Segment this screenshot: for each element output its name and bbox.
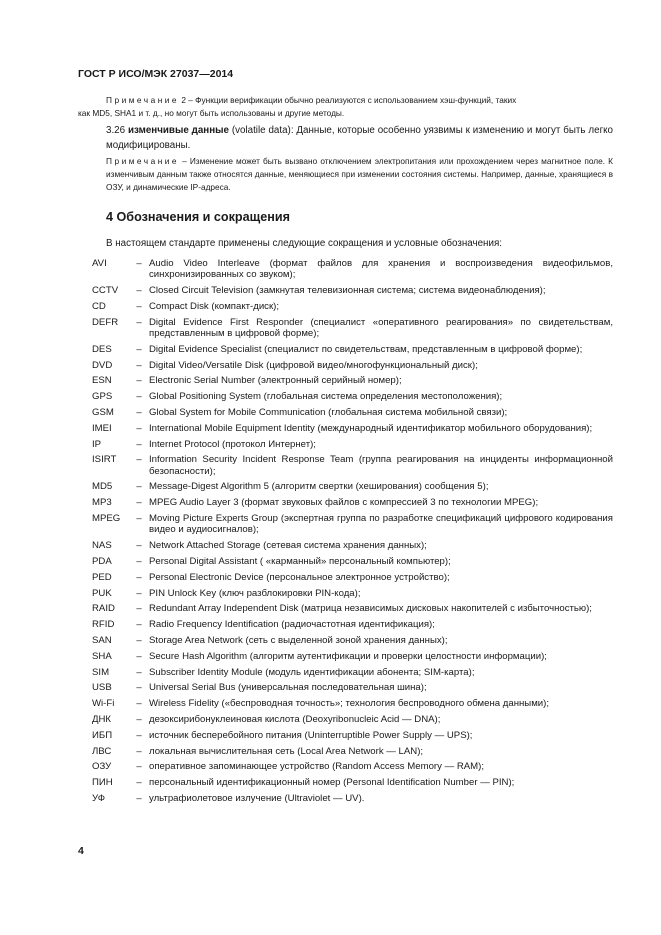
abbreviation-definition: Global System for Mobile Communication (глобальная система мобильной связи); <box>149 406 508 418</box>
abbreviation-row <box>92 572 613 583</box>
abbreviation-definition: Subscriber Identity Module (модуль идентификации абонента; SIM-карта); <box>149 666 475 678</box>
abbreviation-definition: дезоксирибонуклеиновая кислота (Deoxyribonucleic Acid — DNA); <box>149 713 441 725</box>
abbreviation-row <box>92 391 613 402</box>
abbreviation-definition: Digital Evidence Specialist (специалист по свидетельствам, представленным в цифровой форме); <box>149 343 583 355</box>
abbreviation-dash: – <box>136 745 142 757</box>
abbreviation-term: SIM <box>92 666 110 678</box>
note-text: 2 – Функции верификации обычно реализуются с использованием хэш-функций, таких <box>179 95 517 105</box>
abbreviation-dash: – <box>136 454 142 466</box>
abbreviation-term: AVI <box>92 258 107 269</box>
abbreviation-row <box>92 746 613 757</box>
abbreviation-definition: International Mobile Equipment Identity (международный идентификатор мобильного оборудования); <box>149 422 593 434</box>
abbreviation-term: УФ <box>92 792 106 804</box>
note-text-cont: как MD5, SHA1 и т. д., но могут быть использованы и другие методы. <box>78 108 345 118</box>
abbreviation-dash: – <box>136 555 142 567</box>
abbreviation-dash: – <box>136 603 142 615</box>
abbreviation-row <box>92 375 613 386</box>
abbreviation-definition: Audio Video Interleave (формат файлов для хранения и воспроизведения видеофильмов, синхронизированных со звуком); <box>149 258 613 281</box>
abbreviation-row <box>92 301 613 312</box>
abbreviation-row <box>92 481 613 492</box>
abbreviation-dash: – <box>136 634 142 646</box>
section-intro: В настоящем стандарте применены следующие сокращения и условные обозначения: <box>106 238 502 249</box>
abbreviation-row <box>92 619 613 630</box>
abbreviation-dash: – <box>136 285 142 297</box>
abbreviation-row <box>92 513 613 536</box>
abbreviation-row <box>92 714 613 725</box>
abbreviation-term: Wi-Fi <box>92 698 115 710</box>
abbreviation-dash: – <box>136 650 142 662</box>
note-label: Примечание <box>106 156 180 166</box>
abbreviation-row <box>92 497 613 508</box>
abbreviation-list <box>92 258 613 809</box>
abbreviation-dash: – <box>136 438 142 450</box>
abbreviation-term: ПИН <box>92 777 113 789</box>
abbreviation-dash: – <box>136 682 142 694</box>
abbreviation-definition: Wireless Fidelity («беспроводная точность»; технология беспроводного обмена данными); <box>149 698 550 710</box>
term-3-26 <box>78 124 613 153</box>
abbreviation-dash: – <box>136 258 142 269</box>
abbreviation-definition: локальная вычислительная сеть (Local Area Network — LAN); <box>149 745 424 757</box>
term-number: 3.26 <box>106 125 128 136</box>
abbreviation-row <box>92 540 613 551</box>
abbreviation-dash: – <box>136 406 142 418</box>
term-name: изменчивые данные <box>127 125 229 136</box>
abbreviation-definition: Network Attached Storage (сетевая система хранения данных); <box>149 540 427 552</box>
abbreviation-dash: – <box>136 698 142 710</box>
abbreviation-row <box>92 667 613 678</box>
abbreviation-row <box>92 423 613 434</box>
abbreviation-dash: – <box>136 540 142 552</box>
abbreviation-dash: – <box>136 497 142 509</box>
abbreviation-term: ДНК <box>92 713 112 725</box>
abbreviation-term: GSM <box>92 406 114 418</box>
abbreviation-term: DES <box>92 343 112 355</box>
abbreviation-dash: – <box>136 343 142 355</box>
abbreviation-definition: Global Positioning System (глобальная система определения местоположения); <box>149 391 503 403</box>
abbreviation-dash: – <box>136 777 142 789</box>
abbreviation-term: PED <box>92 571 112 583</box>
note-label: Примечание <box>106 95 180 105</box>
abbreviation-definition: MPEG Audio Layer 3 (формат звуковых файлов с компрессией 3 по технологии MPEG); <box>149 497 539 509</box>
abbreviation-definition: Electronic Serial Number (электронный серийный номер); <box>149 375 402 387</box>
abbreviation-definition: Information Security Incident Response Team (группа реагирования на инциденты информационной безопасности); <box>149 454 613 477</box>
abbreviation-term: ЛВС <box>92 745 112 757</box>
abbreviation-definition: Closed Circuit Television (замкнутая телевизионная система; система видеонаблюдения); <box>149 285 546 297</box>
note-text: – Изменение может быть вызвано отключением электропитания или прохождением через магнитное поле. К изменчивым данным также относятся данные, меняющиеся при изменении состояния системы. Например, данные, хранящиеся в ОЗУ, и динамические IP-адреса. <box>106 156 613 192</box>
term-definition: (volatile data): Данные, которые особенно уязвимы к изменению и могут быть легко модифицированы. <box>106 125 613 151</box>
abbreviation-term: PUK <box>92 587 112 599</box>
abbreviation-term: SAN <box>92 634 112 646</box>
abbreviation-definition: Storage Area Network (сеть с выделенной зоной хранения данных); <box>149 634 448 646</box>
abbreviation-dash: – <box>136 713 142 725</box>
section-title: 4 Обозначения и сокращения <box>106 210 290 224</box>
abbreviation-dash: – <box>136 619 142 631</box>
abbreviation-definition: Message-Digest Algorithm 5 (алгоритм свертки (хеширования) сообщения 5); <box>149 481 489 493</box>
abbreviation-definition: Universal Serial Bus (универсальная последовательная шина); <box>149 682 427 694</box>
abbreviation-row <box>92 556 613 567</box>
abbreviation-term: ESN <box>92 375 112 387</box>
abbreviation-term: ISIRT <box>92 454 117 466</box>
abbreviation-dash: – <box>136 571 142 583</box>
abbreviation-dash: – <box>136 587 142 599</box>
abbreviation-term: IMEI <box>92 422 112 434</box>
abbreviation-definition: Digital Evidence First Responder (специалист «оперативного реагирования» по свидетельствам, представленным в цифровой форме); <box>149 316 613 339</box>
abbreviation-row <box>92 698 613 709</box>
abbreviation-definition: персональный идентификационный номер (Personal Identification Number — PIN); <box>149 777 515 789</box>
abbreviation-definition: Internet Protocol (протокол Интернет); <box>149 438 316 450</box>
abbreviation-dash: – <box>136 359 142 371</box>
abbreviation-row <box>92 730 613 741</box>
abbreviation-term: RAID <box>92 603 115 615</box>
abbreviation-definition: Redundant Array Independent Disk (матрица независимых дисковых накопителей с избыточностью); <box>149 603 592 615</box>
abbreviation-dash: – <box>136 422 142 434</box>
abbreviation-dash: – <box>136 513 142 525</box>
abbreviation-dash: – <box>136 761 142 773</box>
abbreviation-term: GPS <box>92 391 113 403</box>
abbreviation-term: MD5 <box>92 481 113 493</box>
document-header: ГОСТ Р ИСО/МЭК 27037—2014 <box>78 68 234 80</box>
abbreviation-row <box>92 651 613 662</box>
abbreviation-definition: источник бесперебойного питания (Uninterruptible Power Supply — UPS); <box>149 729 473 741</box>
abbreviation-row <box>92 344 613 355</box>
abbreviation-term: IP <box>92 438 102 450</box>
note-2 <box>78 94 613 120</box>
abbreviation-dash: – <box>136 375 142 387</box>
abbreviation-row <box>92 761 613 772</box>
abbreviation-definition: Moving Picture Experts Group (экспертная группа по разработке спецификаций цифрового кодирования видео и аудиосигналов); <box>149 513 613 536</box>
abbreviation-term: ОЗУ <box>92 761 112 773</box>
abbreviation-row <box>92 258 613 281</box>
abbreviation-definition: Personal Electronic Device (персональное электронное устройство); <box>149 571 450 583</box>
abbreviation-row <box>92 635 613 646</box>
abbreviation-dash: – <box>136 316 142 328</box>
abbreviation-term: DVD <box>92 359 113 371</box>
abbreviation-dash: – <box>136 391 142 403</box>
abbreviation-definition: ультрафиолетовое излучение (Ultraviolet — UV). <box>149 792 365 804</box>
abbreviation-definition: Secure Hash Algorithm (алгоритм аутентификации и проверки целостности информации); <box>149 650 547 662</box>
abbreviation-row <box>92 588 613 599</box>
abbreviation-term: NAS <box>92 540 112 552</box>
abbreviation-term: CD <box>92 300 106 312</box>
abbreviation-term: USB <box>92 682 112 694</box>
abbreviation-row <box>92 439 613 450</box>
abbreviation-row <box>92 777 613 788</box>
abbreviation-dash: – <box>136 729 142 741</box>
abbreviation-term: DEFR <box>92 316 119 328</box>
abbreviation-term: MP3 <box>92 497 112 509</box>
abbreviation-term: PDA <box>92 555 112 567</box>
page-number: 4 <box>78 845 84 857</box>
abbreviation-term: CCTV <box>92 285 119 297</box>
abbreviation-row <box>92 603 613 614</box>
abbreviation-dash: – <box>136 481 142 493</box>
abbreviation-row <box>92 407 613 418</box>
abbreviation-definition: Radio Frequency Identification (радиочастотная идентификация); <box>149 619 435 631</box>
note-volatile <box>78 155 613 194</box>
abbreviation-row <box>92 317 613 340</box>
abbreviation-row <box>92 454 613 477</box>
abbreviation-definition: оперативное запоминающее устройство (Random Access Memory — RAM); <box>149 761 485 773</box>
abbreviation-term: RFID <box>92 619 115 631</box>
abbreviation-dash: – <box>136 300 142 312</box>
abbreviation-row <box>92 793 613 804</box>
abbreviation-dash: – <box>136 666 142 678</box>
abbreviation-row <box>92 285 613 296</box>
abbreviation-term: ИБП <box>92 729 113 741</box>
abbreviation-term: SHA <box>92 650 112 662</box>
abbreviation-term: MPEG <box>92 513 121 525</box>
abbreviation-row <box>92 360 613 371</box>
abbreviation-dash: – <box>136 792 142 804</box>
abbreviation-definition: Compact Disk (компакт-диск); <box>149 300 280 312</box>
abbreviation-definition: Digital Video/Versatile Disk (цифровой видео/многофункциональный диск); <box>149 359 478 371</box>
abbreviation-definition: Personal Digital Assistant ( «карманный» персональный компьютер); <box>149 555 451 567</box>
abbreviation-definition: PIN Unlock Key (ключ разблокировки PIN-кода); <box>149 587 361 599</box>
abbreviation-row <box>92 682 613 693</box>
